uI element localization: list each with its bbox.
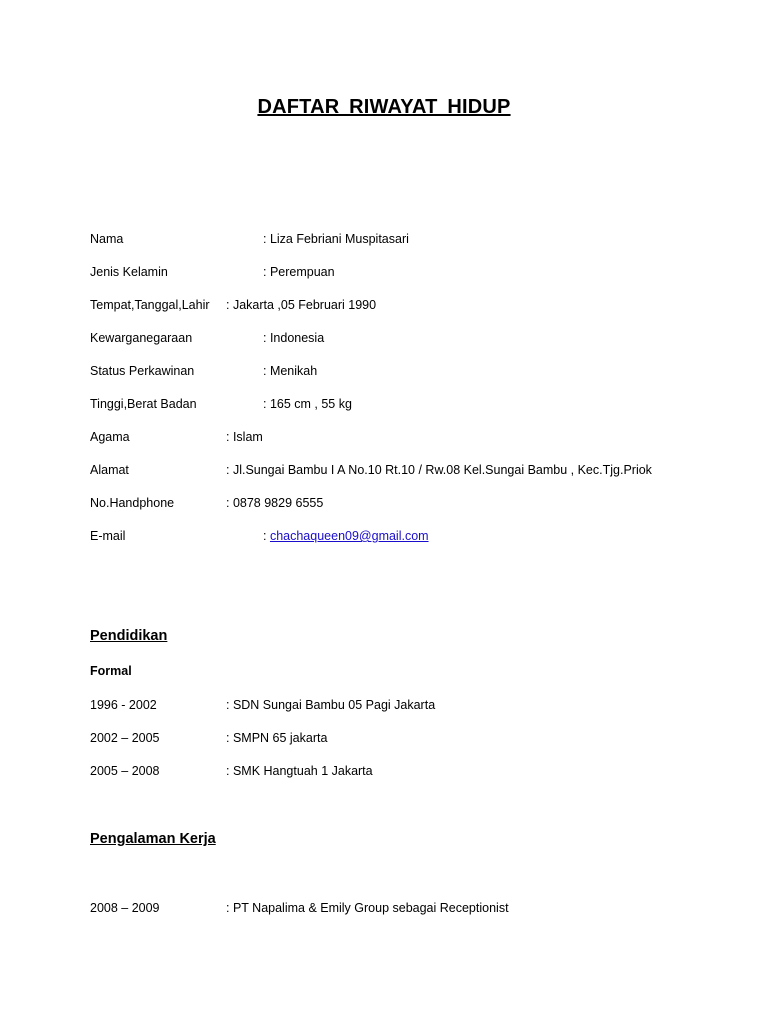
experience-heading: Pengalaman Kerja bbox=[90, 831, 216, 847]
field-label: Status Perkawinan bbox=[90, 364, 195, 378]
education-heading: Pendidikan bbox=[90, 628, 168, 644]
field-value: : Liza Febriani Muspitasari bbox=[263, 232, 409, 246]
field-label: E-mail bbox=[90, 529, 126, 543]
field-value: : 165 cm , 55 kg bbox=[263, 397, 352, 411]
field-value: : Jakarta ,05 Februari 1990 bbox=[226, 298, 377, 312]
education-subheading: Formal bbox=[90, 664, 132, 678]
field-value: : Perempuan bbox=[263, 265, 335, 279]
field-value: : Menikah bbox=[263, 364, 318, 378]
email-link[interactable]: chachaqueen09@gmail.com bbox=[269, 529, 429, 543]
field-label: Alamat bbox=[90, 463, 129, 477]
email-prefix: : bbox=[263, 529, 270, 543]
education-years: 1996 - 2002 bbox=[90, 698, 157, 712]
field-value: : Jl.Sungai Bambu I A No.10 Rt.10 / Rw.08 Kel.Sungai Bambu , Kec.Tjg.Priok bbox=[226, 463, 652, 477]
field-label: Kewarganegaraan bbox=[90, 331, 193, 345]
education-school: : SMPN 65 jakarta bbox=[226, 731, 328, 745]
field-value: : Islam bbox=[226, 430, 263, 444]
field-label: Jenis Kelamin bbox=[90, 265, 168, 279]
education-years: 2002 – 2005 bbox=[90, 731, 160, 745]
field-label: No.Handphone bbox=[90, 496, 175, 510]
field-label: Tinggi,Berat Badan bbox=[90, 397, 197, 411]
education-school: : SDN Sungai Bambu 05 Pagi Jakarta bbox=[226, 698, 436, 712]
experience-years: 2008 – 2009 bbox=[90, 901, 160, 915]
field-label: Agama bbox=[90, 430, 130, 444]
field-label: Tempat,Tanggal,Lahir bbox=[90, 298, 210, 312]
field-value bbox=[263, 528, 429, 544]
field-value: : 0878 9829 6555 bbox=[226, 496, 324, 510]
document-title: DAFTAR RIWAYAT HIDUP bbox=[257, 96, 511, 118]
education-years: 2005 – 2008 bbox=[90, 764, 160, 778]
field-value: : Indonesia bbox=[263, 331, 325, 345]
education-school: : SMK Hangtuah 1 Jakarta bbox=[226, 764, 373, 778]
experience-detail: : PT Napalima & Emily Group sebagai Receptionist bbox=[226, 901, 509, 915]
field-label: Nama bbox=[90, 232, 124, 246]
